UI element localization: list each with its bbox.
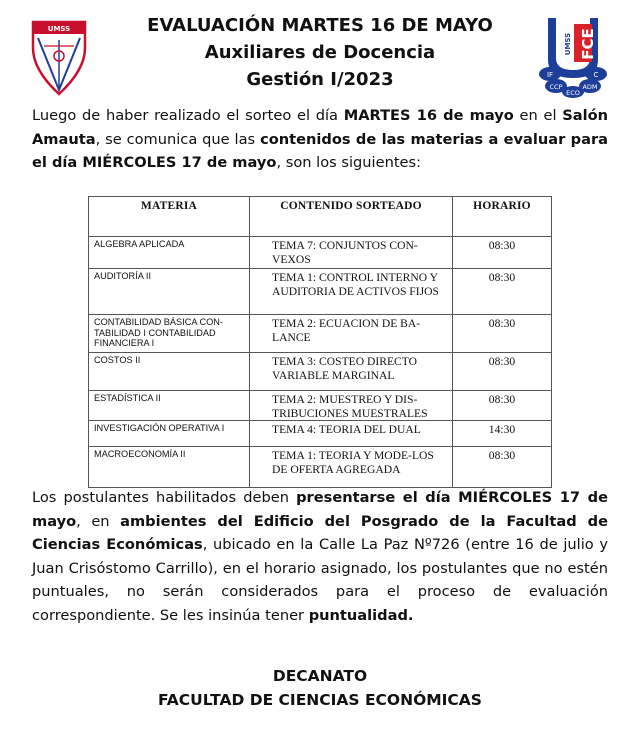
body-date: presentarse el día MIÉRCOLES 17 de mayo (32, 489, 609, 530)
body-text: , en (76, 512, 121, 530)
cell-contenido: TEMA 4: TEORIA DEL DUAL (250, 421, 453, 447)
title-line-3: Gestión I/2023 (246, 69, 394, 90)
cell-materia: CONTABILIDAD BÁSICA CON-TABILIDAD I CONTABILIDAD FINANCIERA I (89, 315, 250, 353)
fce-logo (536, 14, 610, 98)
logo-right-subtext: UMSS (564, 32, 572, 56)
intro-text: en el (513, 107, 563, 124)
intro-subject-note: contenidos de las materias a evaluar para el día MIÉRCOLES 17 de mayo (32, 130, 608, 171)
logo-badge-c: C (593, 71, 599, 79)
cell-contenido: TEMA 1: TEORIA Y MODE-LOS DE OFERTA AGREGADA (250, 447, 453, 488)
cell-contenido: TEMA 2: ECUACION DE BA-LANCE (250, 315, 453, 353)
cell-contenido: TEMA 1: CONTROL INTERNO Y AUDITORIA DE ACTIVOS FIJOS (250, 269, 453, 315)
intro-text: , son los siguientes: (276, 154, 422, 171)
cell-horario: 08:30 (453, 237, 552, 269)
body-punctuality: puntualidad. (308, 606, 414, 624)
body-text: , ubicado en la Calle La Paz Nº726 (entre 16 de julio y Juan Crisóstomo Carrillo), en el horario asignado, los postulantes que no estén puntuales, no serán considerados para el proceso de evaluación correspondiente. Se les insinúa tener (32, 536, 608, 624)
instructions-paragraph (32, 486, 608, 627)
logo-right-text: FCE (579, 28, 597, 60)
table-header-row (89, 197, 552, 237)
title-line-1: EVALUACIÓN MARTES 16 DE MAYO (147, 15, 493, 36)
cell-horario: 14:30 (453, 421, 552, 447)
table-row (89, 237, 552, 269)
signature-block (0, 664, 640, 712)
logo-badge-eco: ECO (566, 89, 580, 97)
logo-badge-adm: ADM (582, 83, 598, 91)
intro-date: MARTES 16 de mayo (343, 107, 514, 124)
table-row (89, 353, 552, 391)
logo-left-text: UMSS (47, 25, 71, 33)
cell-materia: AUDITORÍA II (89, 269, 250, 315)
cell-contenido: TEMA 7: CONJUNTOS CON-VEXOS (250, 237, 453, 269)
cell-horario: 08:30 (453, 353, 552, 391)
umss-shield-logo (30, 18, 88, 96)
cell-materia: MACROECONOMÍA II (89, 447, 250, 488)
document-title (100, 12, 540, 93)
body-text: Los postulantes habilitados deben (32, 489, 297, 506)
header-contenido: CONTENIDO SORTEADO (250, 197, 453, 237)
intro-location: Salón Amauta (32, 107, 609, 148)
intro-text: , se comunica que las (95, 130, 261, 148)
header-horario: HORARIO (453, 197, 552, 237)
header-materia: MATERIA (89, 197, 250, 237)
cell-materia: INVESTIGACIÓN OPERATIVA I (89, 421, 250, 447)
cell-horario: 08:30 (453, 447, 552, 488)
cell-horario: 08:30 (453, 391, 552, 421)
logo-badge-ccp: CCP (549, 83, 563, 91)
title-line-2: Auxiliares de Docencia (204, 42, 436, 63)
signature-line-1: DECANATO (272, 667, 368, 685)
table-row (89, 269, 552, 315)
cell-materia: ESTADÍSTICA II (89, 391, 250, 421)
logo-badge-if: IF (546, 71, 554, 79)
cell-materia: COSTOS II (89, 353, 250, 391)
cell-contenido: TEMA 2: MUESTREO Y DIS-TRIBUCIONES MUESTRALES (250, 391, 453, 421)
cell-materia: ALGEBRA APLICADA (89, 237, 250, 269)
cell-contenido: TEMA 3: COSTEO DIRECTO VARIABLE MARGINAL (250, 353, 453, 391)
table-row (89, 315, 552, 353)
table-row (89, 421, 552, 447)
table-row (89, 391, 552, 421)
schedule-table (88, 196, 552, 488)
intro-paragraph (32, 104, 608, 175)
body-venue: ambientes del Edificio del Posgrado de la Facultad de Ciencias Económicas (32, 512, 608, 553)
table-row (89, 447, 552, 488)
intro-text: Luego de haber realizado el sorteo el día (32, 107, 344, 124)
cell-horario: 08:30 (453, 269, 552, 315)
cell-horario: 08:30 (453, 315, 552, 353)
signature-line-2: FACULTAD DE CIENCIAS ECONÓMICAS (158, 691, 482, 709)
